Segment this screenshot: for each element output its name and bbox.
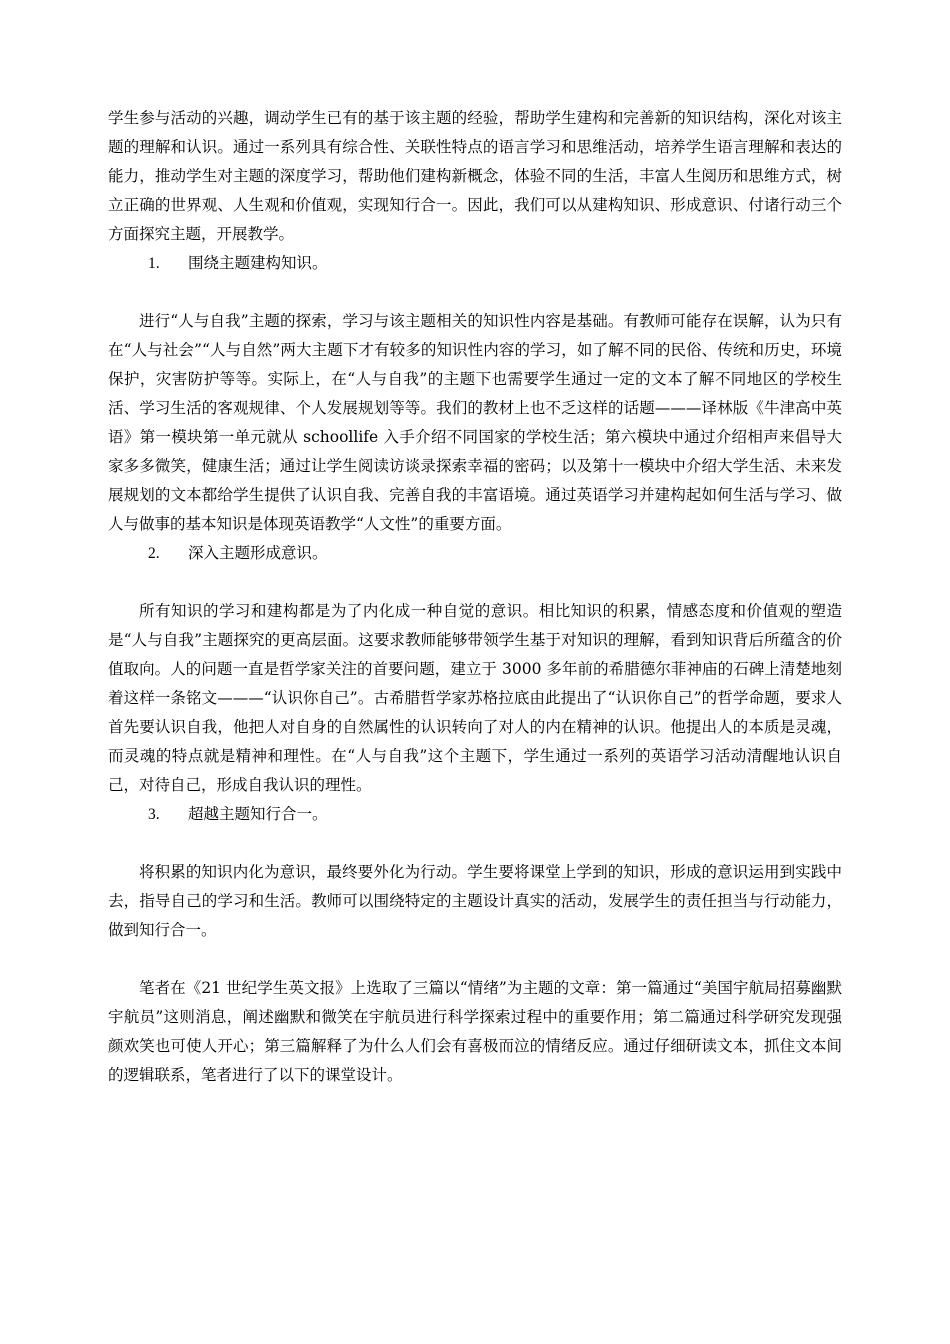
- section-number: 1.: [148, 255, 160, 272]
- document-page: [108, 104, 842, 1090]
- section-number: 2.: [148, 545, 160, 562]
- section-heading-1: [108, 249, 842, 278]
- section-title: 深入主题形成意识。: [188, 544, 328, 562]
- section-heading-3: [108, 800, 842, 829]
- section-title: 围绕主题建构知识。: [188, 254, 328, 272]
- closing-paragraph: 笔者在《21 世纪学生英文报》上选取了三篇以“情绪”为主题的文章：第一篇通过“美国宇航局招募幽默宇航员”这则消息，阐述幽默和微笑在宇航员进行科学探索过程中的重要作用；第二篇通过科学研究发现强颜欢笑也可使人开心；第三篇解释了为什么人们会有喜极而泣的情绪反应。通过仔细研读文本，抓住文本间的逻辑联系，笔者进行了以下的课堂设计。: [108, 979, 842, 1084]
- section-body-1: 进行“人与自我”主题的探索，学习与该主题相关的知识性内容是基础。有教师可能存在误解，认为只有在“人与社会”“人与自然”两大主题下才有较多的知识性内容的学习，如了解不同的民俗、传统和历史，环境保护，灾害防护等等。实际上，在“人与自我”的主题下也需要学生通过一定的文本了解不同地区的学校生活、学习生活的客观规律、个人发展规划等等。我们的教材上也不乏这样的话题———译林版《牛津高中英语》第一模块第一单元就从 schoollife 入手介绍不同国家的学校生活；第六模块中通过介绍相声来倡导大家多多微笑，健康生活；通过让学生阅读访谈录探索幸福的密码；以及第十一模块中介绍大学生活、未来发展规划的文本都给学生提供了认识自我、完善自我的丰富语境。通过英语学习并建构起如何生活与学习、做人与做事的基本知识是体现英语教学“人文性”的重要方面。: [108, 312, 842, 533]
- section-body-2: 所有知识的学习和建构都是为了内化成一种自觉的意识。相比知识的积累，情感态度和价值观的塑造是“人与自我”主题探究的更高层面。这要求教师能够带领学生基于对知识的理解，看到知识背后所蕴含的价值取向。人的问题一直是哲学家关注的首要问题，建立于 3000 多年前的希腊德尔菲神庙的石碑上清楚地刻着这样一条铭文———“认识你自己”。古希腊哲学家苏格拉底由此提出了“认识你自己”的哲学命题，要求人首先要认识自我，他把人对自身的自然属性的认识转向了对人的内在精神的认识。他提出人的本质是灵魂，而灵魂的特点就是精神和理性。在“人与自我”这个主题下，学生通过一系列的英语学习活动清醒地认识自己，对待自己，形成自我认识的理性。: [108, 602, 842, 794]
- section-body-3: 将积累的知识内化为意识，最终要外化为行动。学生要将课堂上学到的知识，形成的意识运用到实践中去，指导自己的学习和生活。教师可以围绕特定的主题设计真实的活动，发展学生的责任担当与行动能力，做到知行合一。: [108, 863, 842, 939]
- section-number: 3.: [148, 806, 160, 823]
- intro-paragraph: 学生参与活动的兴趣，调动学生已有的基于该主题的经验，帮助学生建构和完善新的知识结构，深化对该主题的理解和认识。通过一系列具有综合性、关联性特点的语言学习和思维活动，培养学生语言理解和表达的能力，推动学生对主题的深度学习，帮助他们建构新概念，体验不同的生活，丰富人生阅历和思维方式，树立正确的世界观、人生观和价值观，实现知行合一。因此，我们可以从建构知识、形成意识、付诸行动三个方面探究主题，开展教学。: [108, 109, 842, 243]
- section-title: 超越主题知行合一。: [188, 805, 328, 823]
- section-heading-2: [108, 539, 842, 568]
